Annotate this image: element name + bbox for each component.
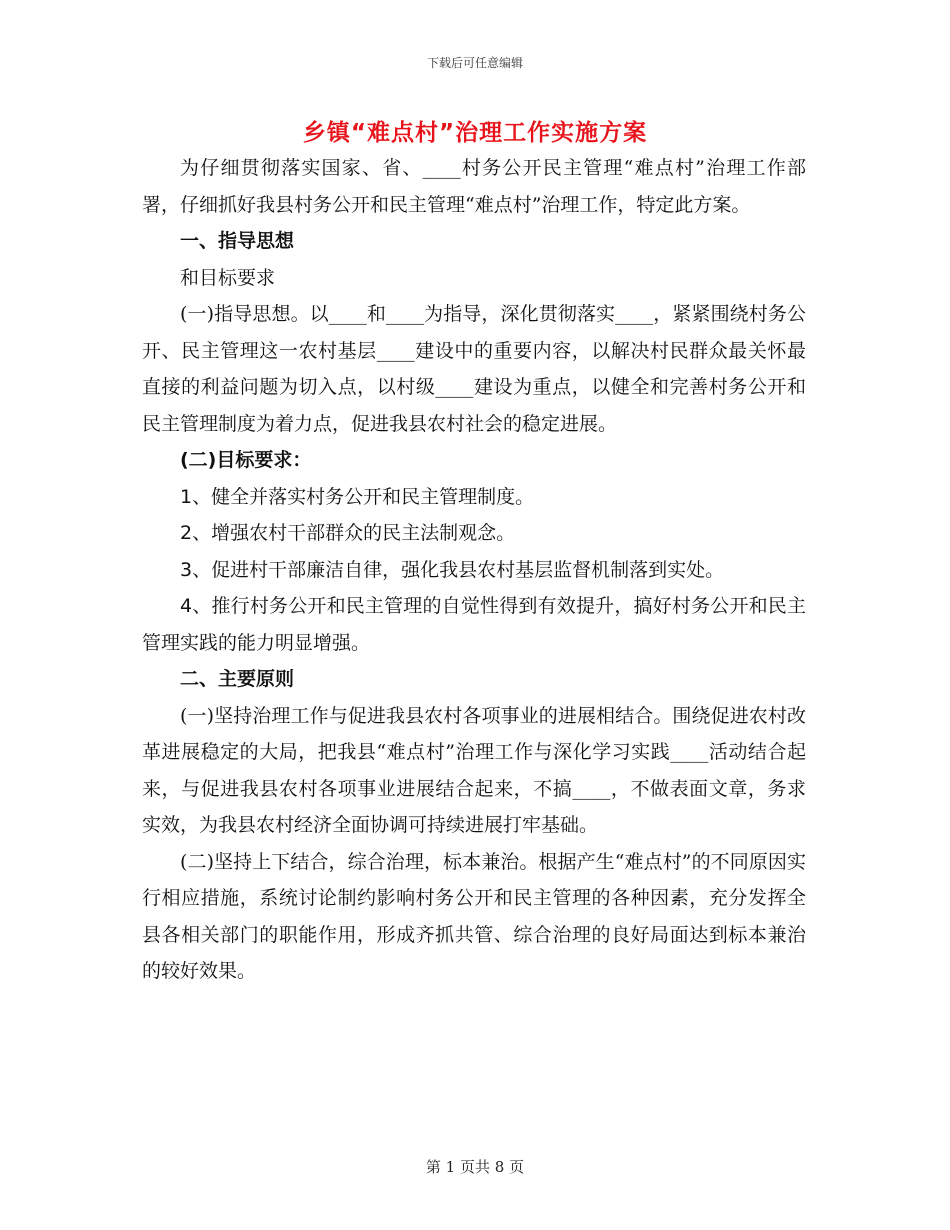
- list-item-3: 3、促进村干部廉洁自律，强化我县农村基层监督机制落到实处。: [180, 558, 725, 581]
- intro-paragraph: 为仔细贯彻落实国家、省、____村务公开民主管理“难点村”治理工作部署，仔细抓好我县村务公开和民主管理“难点村”治理工作，特定此方案。: [142, 157, 806, 216]
- paragraph-guiding-ideology: (一)指导思想。以____和____为指导，深化贯彻落实____，紧紧围绕村务公开、民主管理这一农村基层____建设中的重要内容，以解决村民群众最关怀最直接的利益问题为切入点，以村级____建设为重点，以健全和完善村务公开和民主管理制度为着力点，促进我县农村社会的稳定进展。: [142, 303, 806, 435]
- list-item-1: 1、健全并落实村务公开和民主管理制度。: [180, 485, 535, 508]
- list-item-2: 2、增强农村干部群众的民主法制观念。: [180, 522, 516, 544]
- list-item-4: 4、推行村务公开和民主管理的自觉性得到有效提升，搞好村务公开和民主管理实践的能力明显增强。: [142, 595, 806, 654]
- paragraph-principle-1: (一)坚持治理工作与促进我县农村各项事业的进展相结合。围绕促进农村改革进展稳定的大局，把我县“难点村”治理工作与深化学习实践____活动结合起来，与促进我县农村各项事业进展结合起来，不搞____，不做表面文章，务求实效，为我县农村经济全面协调可持续进展打牢基础。: [142, 704, 806, 836]
- subheading-target-requirements: (二)目标要求：: [180, 449, 312, 471]
- section-heading-guiding-ideology: 一、指导思想: [180, 230, 295, 252]
- page-header-note: 下载后可任意编辑: [426, 56, 523, 70]
- paragraph-principle-2: (二)坚持上下结合，综合治理，标本兼治。根据产生“难点村”的不同原因实行相应措施，系统讨论制约影响村务公开和民主管理的各种因素，充分发挥全县各相关部门的职能作用，形成齐抓共管、综合治理的良好局面达到标本兼治的较好效果。: [142, 850, 806, 982]
- section-heading-continuation: 和目标要求: [180, 266, 276, 289]
- section-heading-main-principles: 二、主要原则: [180, 668, 295, 690]
- document-title: 乡镇“难点村”治理工作实施方案: [302, 120, 648, 146]
- document-body: [142, 150, 806, 990]
- page-footer: 第 1 页共 8 页: [425, 1158, 525, 1176]
